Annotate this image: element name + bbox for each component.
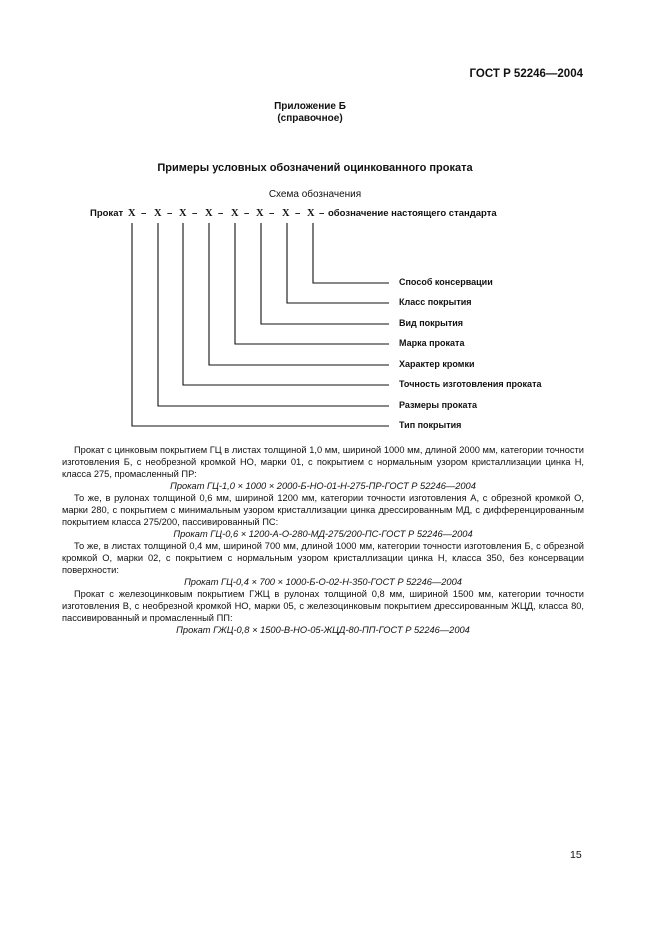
document-number: ГОСТ Р 52246—2004 — [469, 68, 583, 80]
example-designation-1: Прокат ГЦ-1,0 × 1000 × 2000-Б-НО-01-Н-275-ПР-ГОСТ Р 52246—2004 — [170, 481, 476, 491]
connector-line-1 — [313, 223, 389, 283]
scheme-item-label-8: Тип покрытия — [399, 420, 462, 430]
scheme-placeholder-3: Х — [179, 208, 187, 219]
scheme-placeholder-6: Х — [256, 208, 264, 219]
scheme-dash-6: – — [269, 208, 275, 219]
scheme-placeholder-7: Х — [282, 208, 290, 219]
connector-line-2 — [287, 223, 389, 303]
scheme-item-label-4: Марка проката — [399, 338, 465, 348]
example-designation-4: Прокат ГЖЦ-0,8 × 1500-В-НО-05-ЖЦД-80-ПП-ГОСТ Р 52246—2004 — [176, 625, 470, 635]
scheme-dash-8: – — [319, 208, 325, 219]
appendix-name: Приложение Б — [274, 101, 346, 112]
connector-line-7 — [158, 223, 389, 406]
connector-line-6 — [183, 223, 389, 385]
scheme-dash-7: – — [295, 208, 301, 219]
scheme-dash-1: – — [141, 208, 147, 219]
scheme-item-label-3: Вид покрытия — [399, 318, 464, 328]
scheme-item-label-2: Класс покрытия — [399, 297, 472, 307]
page-number: 15 — [570, 849, 582, 861]
examples-body — [62, 444, 584, 636]
scheme-item-label-1: Способ консервации — [399, 277, 493, 287]
scheme-placeholder-1: Х — [128, 208, 136, 219]
scheme-placeholder-5: Х — [231, 208, 239, 219]
connector-line-3 — [261, 223, 389, 324]
scheme-dash-3: – — [192, 208, 198, 219]
scheme-dash-5: – — [244, 208, 250, 219]
scheme-item-label-6: Точность изготовления проката — [399, 379, 542, 389]
section-title: Примеры условных обозначений оцинкованного проката — [157, 162, 473, 174]
example-text-3: То же, в листах толщиной 0,4 мм, шириной 700 мм, длиной 1000 мм, категории точности изготовления Б, с обрезной кромкой О, марки 02, с покрытием с нормальным узором кристаллизации цинка Н, класса 350, без консервации поверхности: — [62, 541, 584, 575]
example-designation-2: Прокат ГЦ-0,6 × 1200-А-О-280-МД-275/200-ПС-ГОСТ Р 52246—2004 — [173, 529, 473, 539]
scheme-dash-2: – — [167, 208, 173, 219]
scheme-dash-4: – — [218, 208, 224, 219]
scheme-item-label-7: Размеры проката — [399, 400, 477, 410]
scheme-item-label-5: Характер кромки — [399, 359, 475, 369]
appendix-kind: (справочное) — [277, 113, 343, 124]
scheme-placeholder-8: Х — [307, 208, 315, 219]
example-text-1: Прокат с цинковым покрытием ГЦ в листах толщиной 1,0 мм, шириной 1000 мм, длиной 2000 мм, категории точности изготовления Б, с необрезной кромкой НО, марки 01, с покрытием с нормальным узором кристаллизации цинка Н, класса 275, промасленный ПР: — [62, 445, 584, 479]
example-text-2: То же, в рулонах толщиной 0,6 мм, шириной 1200 мм, категории точности изготовления А, с обрезной кромкой О, марки 280, с покрытием с минимальным узором кристаллизации цинка дрессированным МД, с дифференцированным покрытием класса 275/200, пассивированный ПС: — [62, 493, 584, 527]
scheme-label: Схема обозначения — [268, 189, 362, 200]
scheme-placeholder-2: Х — [154, 208, 162, 219]
example-text-4: Прокат с железоцинковым покрытием ГЖЦ в рулонах толщиной 0,8 мм, шириной 1500 мм, категории точности изготовления В, с необрезной кромкой НО, марки 05, с железоцинковым покрытием дрессированным ЖЦД, класса 80, пассивированный и промасленный ПП: — [62, 589, 584, 623]
scheme-prefix: Прокат — [90, 208, 124, 219]
example-designation-3: Прокат ГЦ-0,4 × 700 × 1000-Б-О-02-Н-350-ГОСТ Р 52246—2004 — [184, 577, 462, 587]
scheme-tail: обозначение настоящего стандарта — [328, 208, 497, 219]
scheme-placeholder-4: Х — [205, 208, 213, 219]
